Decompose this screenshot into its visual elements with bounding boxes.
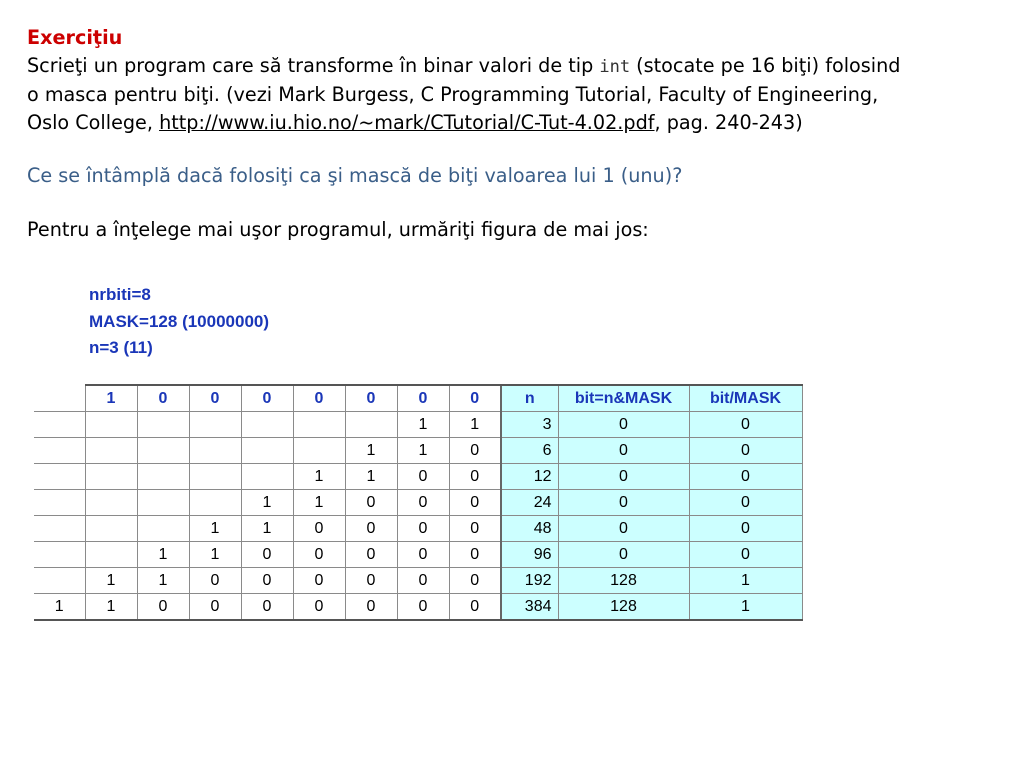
cell-n: 48 bbox=[501, 516, 558, 542]
cell-masked-bit: 0 bbox=[558, 542, 689, 568]
table-row bbox=[34, 594, 802, 621]
cell-shifted-bit: 0 bbox=[689, 516, 802, 542]
figure-variables bbox=[89, 282, 269, 362]
cell-shifted-bit: 1 bbox=[689, 594, 802, 621]
statement-part-1: Scrieţi un program care să transforme în binar valori de tip bbox=[27, 53, 600, 77]
cell-bit-3: 1 bbox=[241, 490, 293, 516]
cell-shifted-bit: 1 bbox=[689, 568, 802, 594]
cell-shifted-bit: 0 bbox=[689, 438, 802, 464]
cell-bit-3 bbox=[241, 464, 293, 490]
statement-part-3: , pag. 240-243) bbox=[654, 110, 803, 134]
cell-masked-bit: 0 bbox=[558, 412, 689, 438]
table-header-row bbox=[34, 385, 802, 412]
cell-bit-7: 0 bbox=[449, 542, 501, 568]
cell-bit-4: 1 bbox=[293, 490, 345, 516]
cell-bit-4 bbox=[293, 438, 345, 464]
header-cell-bit-7: 0 bbox=[449, 385, 501, 412]
cell-bit-6: 0 bbox=[397, 490, 449, 516]
header-cell-lead bbox=[34, 385, 85, 412]
header-cell-bit-0: 1 bbox=[85, 385, 137, 412]
cell-bit-7: 0 bbox=[449, 594, 501, 621]
cell-bit-6: 1 bbox=[397, 438, 449, 464]
cell-lead bbox=[34, 464, 85, 490]
cell-lead: 1 bbox=[34, 594, 85, 621]
cell-bit-2: 0 bbox=[189, 594, 241, 621]
cell-bit-3 bbox=[241, 438, 293, 464]
cell-bit-2 bbox=[189, 438, 241, 464]
cell-bit-1 bbox=[137, 438, 189, 464]
cell-bit-3: 0 bbox=[241, 594, 293, 621]
cell-n: 96 bbox=[501, 542, 558, 568]
cell-bit-7: 0 bbox=[449, 464, 501, 490]
header-cell-bit-5: 0 bbox=[345, 385, 397, 412]
cell-bit-0 bbox=[85, 438, 137, 464]
cell-shifted-bit: 0 bbox=[689, 542, 802, 568]
cell-bit-1: 1 bbox=[137, 542, 189, 568]
header-cell-bit-4: 0 bbox=[293, 385, 345, 412]
cell-bit-4 bbox=[293, 412, 345, 438]
cell-bit-5: 0 bbox=[345, 594, 397, 621]
header-cell-shifted-bit: bit/MASK bbox=[689, 385, 802, 412]
cell-lead bbox=[34, 516, 85, 542]
cell-bit-7: 0 bbox=[449, 438, 501, 464]
header-cell-bit-3: 0 bbox=[241, 385, 293, 412]
cell-bit-3: 0 bbox=[241, 568, 293, 594]
cell-bit-2 bbox=[189, 464, 241, 490]
cell-bit-5: 0 bbox=[345, 490, 397, 516]
cell-shifted-bit: 0 bbox=[689, 464, 802, 490]
cell-shifted-bit: 0 bbox=[689, 412, 802, 438]
header-cell-masked-bit: bit=n&MASK bbox=[558, 385, 689, 412]
cell-masked-bit: 0 bbox=[558, 438, 689, 464]
tutorial-link[interactable]: http://www.iu.hio.no/~mark/CTutorial/C-Tut-4.02.pdf bbox=[159, 110, 655, 134]
cell-bit-6: 1 bbox=[397, 412, 449, 438]
header-cell-n: n bbox=[501, 385, 558, 412]
cell-n: 6 bbox=[501, 438, 558, 464]
cell-bit-4: 0 bbox=[293, 516, 345, 542]
cell-bit-1 bbox=[137, 490, 189, 516]
cell-bit-3: 0 bbox=[241, 542, 293, 568]
cell-bit-5: 0 bbox=[345, 542, 397, 568]
cell-bit-2 bbox=[189, 490, 241, 516]
cell-bit-3 bbox=[241, 412, 293, 438]
cell-bit-5: 1 bbox=[345, 438, 397, 464]
cell-bit-5: 0 bbox=[345, 568, 397, 594]
cell-bit-4: 0 bbox=[293, 568, 345, 594]
exercise-statement bbox=[27, 52, 907, 137]
cell-bit-0: 1 bbox=[85, 568, 137, 594]
figure-mask: MASK=128 (10000000) bbox=[89, 311, 270, 331]
figure-n: n=3 (11) bbox=[89, 338, 153, 357]
cell-shifted-bit: 0 bbox=[689, 490, 802, 516]
table-row bbox=[34, 516, 802, 542]
cell-bit-4: 0 bbox=[293, 594, 345, 621]
cell-bit-0 bbox=[85, 542, 137, 568]
cell-bit-0 bbox=[85, 490, 137, 516]
cell-n: 192 bbox=[501, 568, 558, 594]
cell-bit-1 bbox=[137, 464, 189, 490]
cell-bit-6: 0 bbox=[397, 594, 449, 621]
table-row bbox=[34, 490, 802, 516]
exercise-question: Ce se întâmplă dacă folosiţi ca şi mască de biţi valoarea lui 1 (unu)? bbox=[27, 164, 683, 187]
exercise-text-block bbox=[27, 24, 907, 243]
cell-n: 24 bbox=[501, 490, 558, 516]
cell-bit-2: 1 bbox=[189, 516, 241, 542]
binary-mask-table bbox=[34, 384, 803, 621]
cell-lead bbox=[34, 542, 85, 568]
cell-lead bbox=[34, 438, 85, 464]
cell-bit-3: 1 bbox=[241, 516, 293, 542]
figure-nrbiti: nrbiti=8 bbox=[89, 285, 151, 304]
cell-bit-7: 0 bbox=[449, 490, 501, 516]
header-cell-bit-6: 0 bbox=[397, 385, 449, 412]
cell-bit-2: 0 bbox=[189, 568, 241, 594]
cell-n: 12 bbox=[501, 464, 558, 490]
cell-bit-2: 1 bbox=[189, 542, 241, 568]
cell-bit-5: 1 bbox=[345, 464, 397, 490]
cell-masked-bit: 0 bbox=[558, 516, 689, 542]
header-cell-bit-1: 0 bbox=[137, 385, 189, 412]
cell-bit-6: 0 bbox=[397, 542, 449, 568]
figure-intro: Pentru a înţelege mai uşor programul, urmăriţi figura de mai jos: bbox=[27, 217, 649, 241]
table-row bbox=[34, 464, 802, 490]
cell-bit-2 bbox=[189, 412, 241, 438]
cell-bit-7: 1 bbox=[449, 412, 501, 438]
statement-part-2: (stocate pe 16 biţi) folosind o masca pentru biţi. (vezi Mark Burgess, C Programming Tutorial, Faculty of Engineering, Oslo College, bbox=[27, 53, 901, 134]
cell-bit-5 bbox=[345, 412, 397, 438]
cell-bit-1: 0 bbox=[137, 594, 189, 621]
cell-masked-bit: 0 bbox=[558, 490, 689, 516]
cell-bit-7: 0 bbox=[449, 516, 501, 542]
cell-n: 3 bbox=[501, 412, 558, 438]
code-keyword-int: int bbox=[599, 56, 631, 77]
cell-lead bbox=[34, 412, 85, 438]
header-cell-bit-2: 0 bbox=[189, 385, 241, 412]
cell-bit-1: 1 bbox=[137, 568, 189, 594]
cell-lead bbox=[34, 490, 85, 516]
cell-bit-7: 0 bbox=[449, 568, 501, 594]
cell-bit-0 bbox=[85, 412, 137, 438]
table-row bbox=[34, 542, 802, 568]
cell-bit-6: 0 bbox=[397, 464, 449, 490]
exercise-title: Exerciţiu bbox=[27, 26, 123, 49]
cell-bit-0 bbox=[85, 464, 137, 490]
cell-masked-bit: 0 bbox=[558, 464, 689, 490]
cell-masked-bit: 128 bbox=[558, 568, 689, 594]
cell-bit-4: 1 bbox=[293, 464, 345, 490]
cell-bit-6: 0 bbox=[397, 568, 449, 594]
cell-bit-4: 0 bbox=[293, 542, 345, 568]
cell-bit-1 bbox=[137, 412, 189, 438]
table-row bbox=[34, 412, 802, 438]
table-body bbox=[34, 385, 802, 620]
cell-bit-6: 0 bbox=[397, 516, 449, 542]
cell-n: 384 bbox=[501, 594, 558, 621]
cell-bit-0: 1 bbox=[85, 594, 137, 621]
cell-lead bbox=[34, 568, 85, 594]
cell-masked-bit: 128 bbox=[558, 594, 689, 621]
cell-bit-0 bbox=[85, 516, 137, 542]
table-row bbox=[34, 568, 802, 594]
cell-bit-5: 0 bbox=[345, 516, 397, 542]
cell-bit-1 bbox=[137, 516, 189, 542]
table-row bbox=[34, 438, 802, 464]
